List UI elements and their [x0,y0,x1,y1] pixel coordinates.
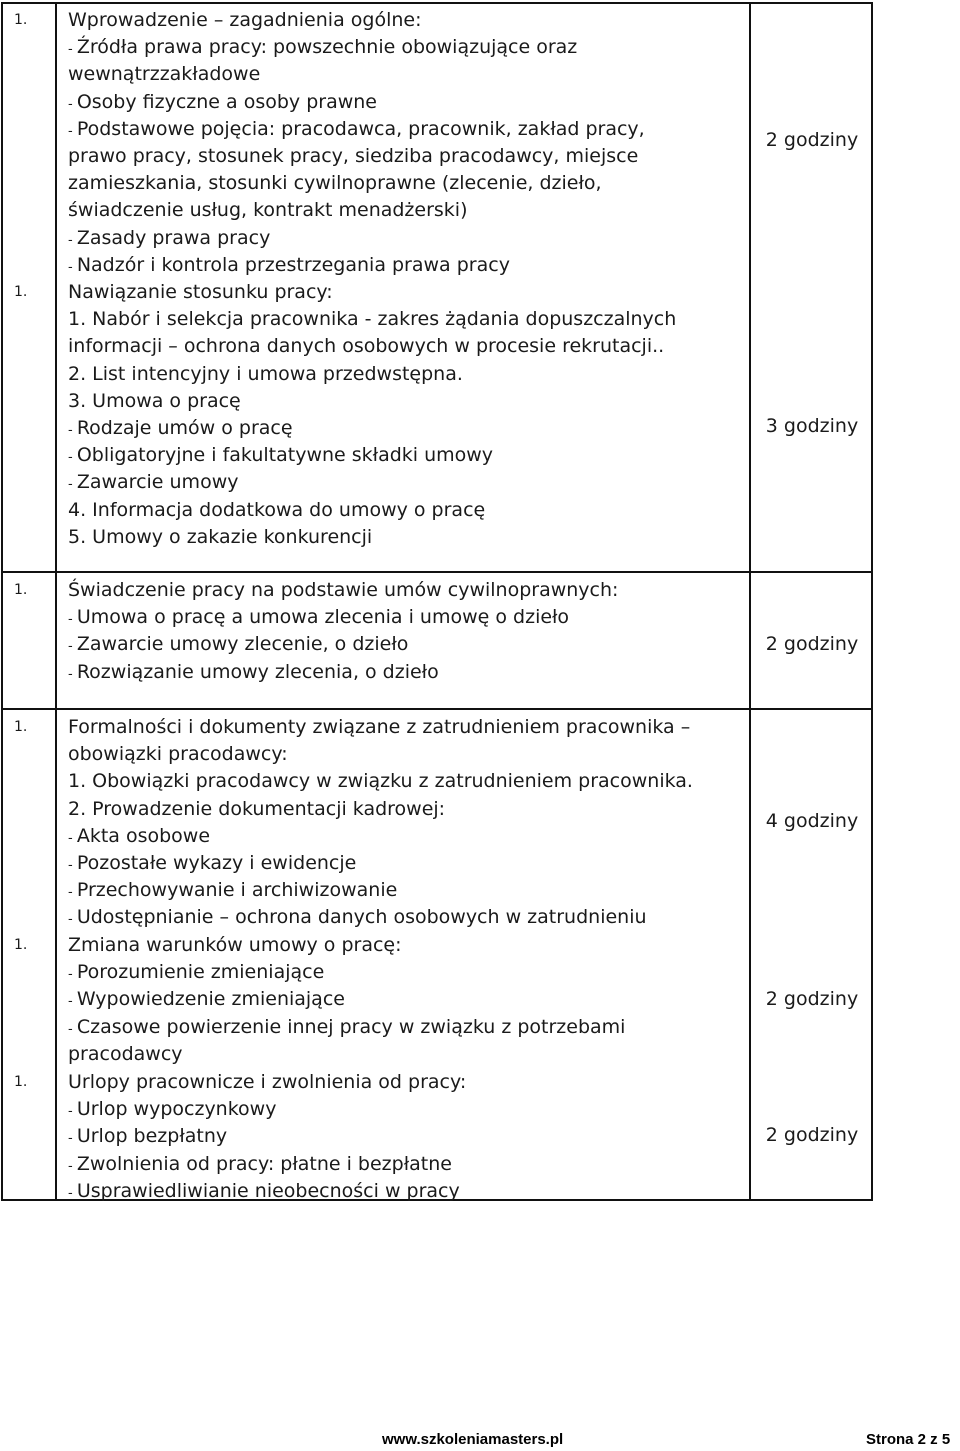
item-line: - Umowa o pracę a umowa zlecenia i umowę o dzieło [68,606,570,629]
section-contract-changes [3,932,871,1068]
item-line: pracodawcy [68,1042,183,1065]
row-divider [3,708,871,710]
item-line: obowiązki pracodawcy: [68,743,288,766]
hours-label: 3 godziny [765,415,859,437]
section-civil-contracts [3,577,871,686]
item-line: 5. Umowy o zakazie konkurencji [68,525,373,548]
item-line: Formalności i dokumenty związane z zatrudnieniem pracownika – [68,716,691,738]
item-line: Świadczenie pracy na podstawie umów cywilnoprawnych: [68,579,619,601]
item-line: - Rodzaje umów o pracę [68,416,293,439]
item-line: - Nadzór i kontrola przestrzegania prawa pracy [68,253,510,276]
item-line: prawo pracy, stosunek pracy, siedziba pracodawcy, miejsce [68,144,639,167]
program-table [1,2,873,1201]
section-leave [3,1069,871,1205]
section-item [3,7,871,279]
item-body [59,7,749,279]
hours-label: 4 godziny [765,810,859,832]
item-line: - Zawarcie umowy zlecenie, o dzieło [68,633,409,656]
section-introduction [3,7,871,279]
item-body [59,279,749,551]
item-line: wewnątrzzakładowe [68,63,261,86]
item-line: - Obligatoryjne i fakultatywne składki umowy [68,444,494,467]
item-line: 2. List intencyjny i umowa przedwstępna. [68,362,463,385]
item-body [59,714,749,932]
item-line: Urlopy pracownicze i zwolnienia od pracy: [68,1071,467,1093]
item-line: - Źródła prawa pracy: powszechnie obowiązujące oraz [68,36,578,59]
item-number: 1. [14,937,28,953]
item-body [59,1069,749,1205]
item-line: - Porozumienie zmieniające [68,961,325,984]
item-line: Nawiązanie stosunku pracy: [68,281,333,303]
hours-label: 2 godziny [765,633,859,655]
item-line: - Usprawiedliwianie nieobecności w pracy [68,1179,460,1202]
item-line: - Osoby fizyczne a osoby prawne [68,90,377,113]
footer-website: www.szkoleniamasters.pl [382,1431,564,1448]
item-number: 1. [14,1074,28,1090]
section-item [3,932,871,1068]
item-line: 4. Informacja dodatkowa do umowy o pracę [68,498,486,521]
item-number: 1. [14,284,28,300]
hours-label: 2 godziny [765,1124,859,1146]
item-line: Zmiana warunków umowy o pracę: [68,934,402,956]
item-line: - Zwolnienia od pracy: płatne i bezpłatne [68,1152,452,1175]
row-divider [3,571,871,573]
item-number: 1. [14,719,28,735]
section-documents [3,714,871,932]
item-line: - Czasowe powierzenie innej pracy w związku z potrzebami [68,1015,626,1038]
item-line: - Urlop bezpłatny [68,1125,228,1148]
item-line: - Udostępnianie – ochrona danych osobowych w zatrudnieniu [68,906,647,929]
item-line: 2. Prowadzenie dokumentacji kadrowej: [68,797,446,820]
item-line: świadczenie usług, kontrakt menadżerski) [68,199,468,222]
item-line: - Rozwiązanie umowy zlecenia, o dzieło [68,660,439,683]
section-item [3,1069,871,1205]
item-line: - Wypowiedzenie zmieniające [68,988,345,1011]
item-line: - Zasady prawa pracy [68,226,271,249]
footer-page-number: Strona 2 z 5 [866,1431,951,1448]
item-line: zamieszkania, stosunki cywilnoprawne (zlecenie, dzieło, [68,172,602,195]
item-line: - Urlop wypoczynkowy [68,1098,277,1121]
item-line: - Zawarcie umowy [68,471,239,494]
item-line: Wprowadzenie – zagadnienia ogólne: [68,9,422,31]
item-number: 1. [14,582,28,598]
item-line: - Akta osobowe [68,824,211,847]
section-item [3,279,871,551]
item-line: 3. Umowa o pracę [68,389,241,412]
item-body [59,577,749,686]
section-item [3,714,871,932]
item-line: - Przechowywanie i archiwizowanie [68,879,398,902]
hours-label: 2 godziny [765,988,859,1010]
item-number: 1. [14,12,28,28]
item-line: 1. Obowiązki pracodawcy w związku z zatrudnieniem pracownika. [68,770,693,793]
section-item [3,577,871,686]
item-line: - Pozostałe wykazy i ewidencje [68,851,357,874]
section-employment [3,279,871,551]
item-line: informacji – ochrona danych osobowych w procesie rekrutacji.. [68,335,665,358]
hours-label: 2 godziny [765,129,859,151]
item-line: 1. Nabór i selekcja pracownika - zakres żądania dopuszczalnych [68,308,677,331]
item-body [59,932,749,1068]
item-line: - Podstawowe pojęcia: pracodawca, pracownik, zakład pracy, [68,117,645,140]
